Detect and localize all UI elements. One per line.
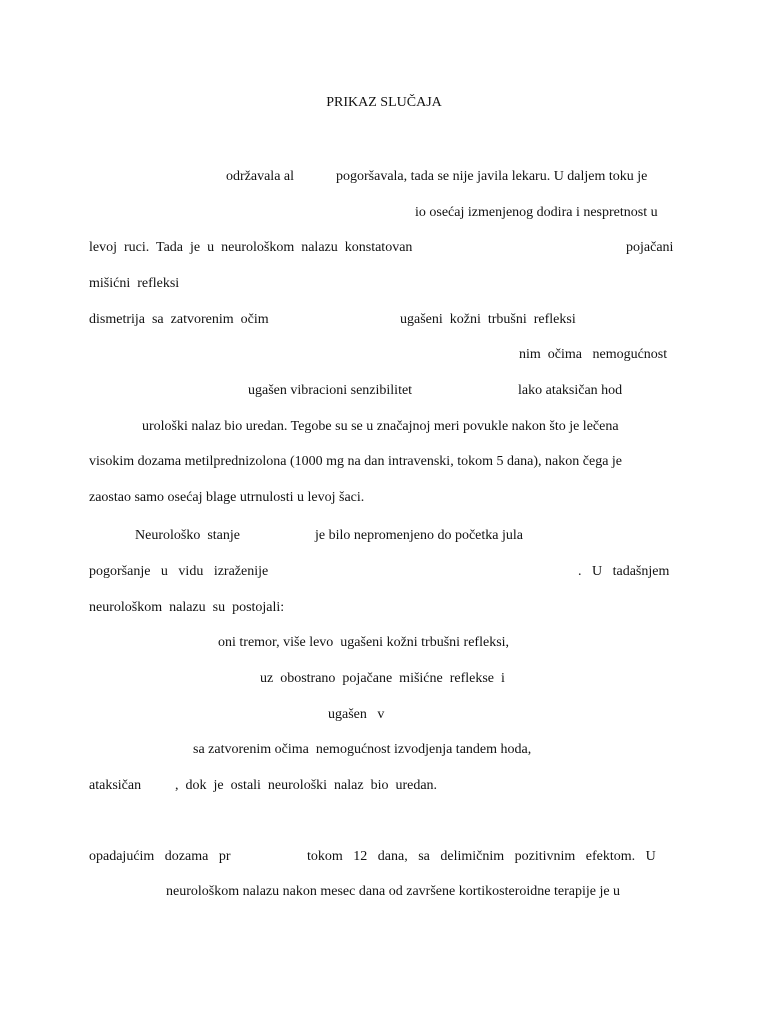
text-fragment: mišićni refleksi [89,276,180,291]
text-fragment: io osećaj izmenjenog dodira i nespretnost u [415,205,658,220]
text-fragment: održavala al [226,169,295,184]
text-fragment: neurološkom nalazu nakon mesec dana od završene kortikosteroidne terapije je u [166,884,621,899]
text-fragment: nim očima nemogućnost [519,347,668,362]
text-fragment: urološki nalaz bio uredan. Tegobe su se u značajnoj meri povukle nakon što je lečena [142,419,619,434]
text-fragment: Neurološko stanje [135,528,240,543]
text-fragment: . U tadašnjem [578,564,670,579]
text-fragment: zaostao samo osećaj blage utrnulosti u levoj šaci. [89,490,365,505]
text-fragment: tokom 12 dana, sa delimičnim pozitivnim efektom. U [307,849,656,864]
text-fragment: ugašeni kožni trbušni refleksi [400,312,576,327]
text-fragment: sa zatvorenim očima nemogućnost izvodjenja tandem hoda, [193,742,532,757]
text-fragment: visokim dozama metilprednizolona (1000 mg na dan intravenski, tokom 5 dana), nakon čega je [89,454,623,469]
text-fragment: oni tremor, više levo ugašeni kožni trbušni refleksi, [218,635,510,650]
text-fragment: , dok je ostali neurološki nalaz bio uredan. [175,778,438,793]
text-fragment: je bilo nepromenjeno do početka jula [315,528,523,543]
text-fragment: pogoršanje u vidu izraženije [89,564,269,579]
page-title: PRIKAZ SLUČAJA [326,95,442,110]
text-fragment: pogoršavala, tada se nije javila lekaru. U daljem toku je [336,169,648,184]
text-fragment: ataksičan [89,778,142,793]
text-fragment: pojačani [626,240,674,255]
text-fragment: ugašen vibracioni senzibilitet [248,383,413,398]
text-fragment: opadajućim dozama pr [89,849,231,864]
text-fragment: neurološkom nalazu su postojali: [89,600,285,615]
text-fragment: dismetrija sa zatvorenim očim [89,312,269,327]
text-fragment: ugašen v [328,707,385,722]
text-fragment: uz obostrano pojačane mišićne reflekse i [260,671,505,686]
text-fragment: levoj ruci. Tada je u neurološkom nalazu konstatovan [89,240,413,255]
text-fragment: lako ataksičan hod [518,383,623,398]
